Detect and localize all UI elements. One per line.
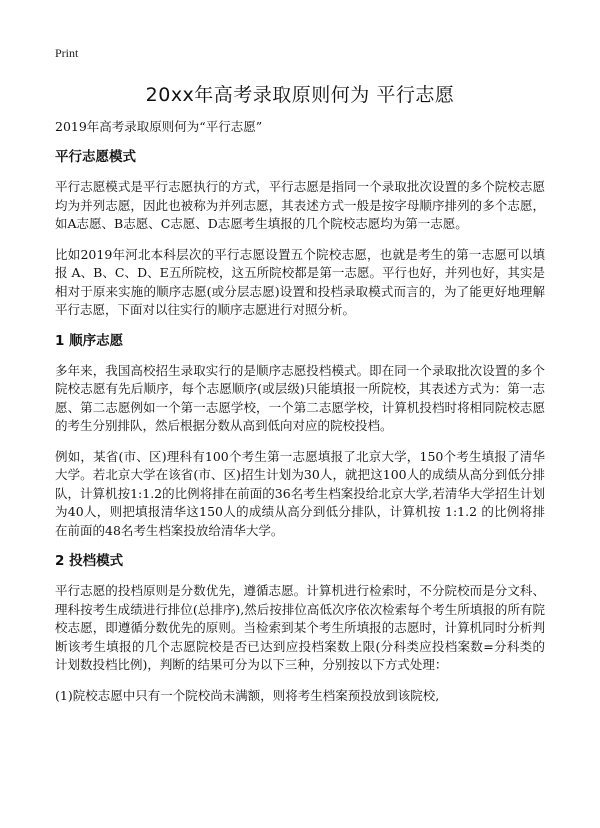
paragraph: 例如，某省(市、区)理科有100个考生第一志愿填报了北京大学，150个考生填报了清华大学。若北京大学在该省(市、区)招生计划为30人，就把这100人的成绩从高分到低分排队，计算机按1:1.2的比例将排在前面的36名考生档案投给北京大学,若清华大学招生计划为40人，则把填报清华这150人的成绩从高分到低分排队，计算机按 1:1.2 的比例将排在前面的48名考生档案投放给清华大学。 xyxy=(55,448,545,538)
document-subtitle: 2019年高考录取原则何为“平行志愿” xyxy=(55,119,263,134)
section-heading-sequential: 1 顺序志愿 xyxy=(55,332,124,349)
section-heading-admission-mode: 2 投档模式 xyxy=(55,553,124,569)
document-body xyxy=(55,118,545,717)
paragraph: 比如2019年河北本科层次的平行志愿设置五个院校志愿，也就是考生的第一志愿可以填报 A、B、C、D、E五所院校，这五所院校都是第一志愿。平行也好，并列也好，其实是相对于原来实施的顺序志愿(或分层志愿)设置和投档录取模式而言的，为了能更好地理解平行志愿，下面对以往实行的顺序志愿进行对照分析。 xyxy=(55,246,545,317)
paragraph: 平行志愿模式是平行志愿执行的方式，平行志愿是指同一个录取批次设置的多个院校志愿均为并列志愿，因此也被称为并列志愿，其表述方式一般是按字母顺序排列的多个志愿，如A志愿、B志愿、C志愿、D志愿考生填报的几个院校志愿均为第一志愿。 xyxy=(55,179,545,231)
page-title: 20xx年高考录取原则何为 平行志愿 xyxy=(145,84,455,106)
section-heading-parallel-mode: 平行志愿模式 xyxy=(55,149,136,165)
paragraph: 平行志愿的投档原则是分数优先，遵循志愿。计算机进行检索时，不分院校而是分文科、理科按考生成绩进行排位(总排序),然后按排位高低次序依次检索每个考生所填报的所有院校志愿，即遵循分数优先的原则。当检索到某个考生所填报的志愿时，计算机同时分析判断该考生填报的几个志愿院校是否已达到应投档案数上限(分科类应投档案数=分科类的计划数投档比例)，判断的结果可分为以下三种，分别按以下方式处理： xyxy=(55,583,545,672)
print-label: Print xyxy=(55,46,79,60)
paragraph: (1)院校志愿中只有一个院校尚未满额，则将考生档案预投放到该院校, xyxy=(55,687,440,703)
paragraph: 多年来，我国高校招生录取实行的是顺序志愿投档模式。即在同一个录取批次设置的多个院校志愿有先后顺序，每个志愿顺序(或层级)只能填报一所院校，其表述方式为：第一志愿、第二志愿例如一个第一志愿学校，一个第二志愿学校，计算机投档时将相同院校志愿的考生分别排队，然后根据分数从高到低向对应的院校投档。 xyxy=(55,362,545,433)
